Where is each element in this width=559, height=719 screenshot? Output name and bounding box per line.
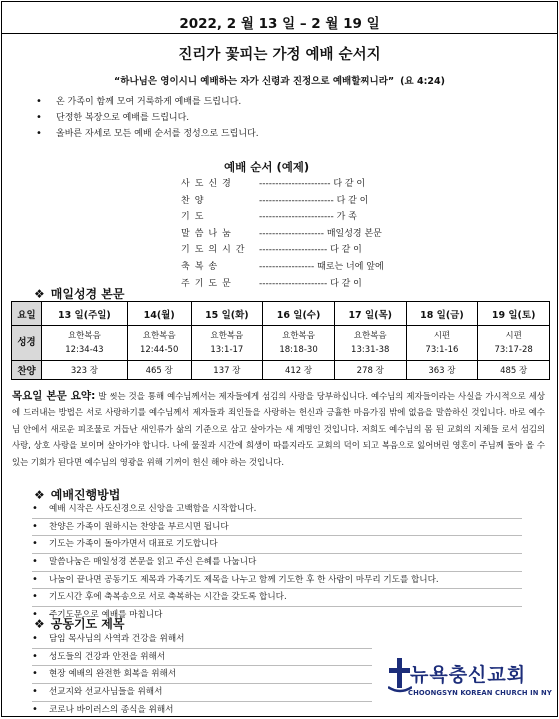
day-header: 17 일(목) [334,302,406,326]
order-item-leader: 가 족 [336,212,357,223]
list-item: • 올바른 자세로 모든 예배 순서를 정성으로 드립니다. [36,126,259,142]
scripture-cell [263,326,335,361]
dash-leader: ----------------------- [259,195,337,206]
day-header: 14(월) [127,302,191,326]
theme-verse [2,73,557,87]
list-item: • 담임 목사님의 사역과 건강을 위해서 [32,631,372,649]
worship-order-row [181,276,384,293]
list-item: • 예배 시작은 사도신경으로 신앙을 고백함을 시작합니다. [32,501,522,519]
order-item-label: 말씀나눔 [181,228,236,239]
order-item-label: 기도의시간 [181,245,250,256]
header-divider [2,33,557,34]
verse-range: 12:34-43 [65,345,104,355]
list-item: • 기도시간 후에 축복송으로 서로 축복하는 시간을 갖도록 합니다. [32,589,522,607]
scripture-cell [127,326,191,361]
worship-order-list [181,176,384,292]
list-item: • 선교지와 선교사님들을 위해서 [32,684,372,702]
table-row [12,361,550,380]
worship-order-row [181,259,384,276]
worship-order-row [181,209,384,226]
church-logo [388,657,552,707]
book-name: 요한복음 [282,331,315,341]
list-item: • 현장 예배의 완전한 회복을 위해서 [32,666,372,684]
verse-range: 18:18-30 [279,345,318,355]
list-item: • 성도들의 건강과 안전을 위해서 [32,649,372,667]
row-label-scripture: 성경 [12,326,42,361]
list-item: • 나눔이 끝나면 공동기도 제목과 가족기도 제목을 나누고 함께 기도한 후 한 사람이 마무리 기도를 합니다. [32,572,522,590]
worship-order-row [181,242,384,259]
worship-method-list [32,501,522,625]
dash-leader: ----------------- [259,261,318,272]
verse-reference: (요 4:24) [400,76,445,87]
day-header: 19 일(토) [478,302,550,326]
dash-leader: ----------------------- [259,212,337,223]
book-name: 요한복음 [67,331,101,341]
list-item: • 주기도문으로 예배를 마칩니다 [32,607,522,625]
order-item-leader: 다 같 이 [333,179,366,189]
prayer-heading [34,615,125,632]
worship-bulletin-page [1,1,558,717]
verse-text: “하나님은 영이시니 예배하는 자가 신령과 진정으로 예배할찌니라” [114,76,395,87]
table-row [12,326,550,361]
thursday-summary [12,388,545,470]
book-name: 요한복음 [210,331,244,341]
dash-leader: --------------------- [259,245,331,256]
order-item-label: 축복송 [181,261,223,272]
dash-leader: --------------------- [259,278,331,289]
order-item-label: 주기도문 [181,278,236,289]
order-item-leader: 매일성경 본문 [326,228,382,239]
list-item: • 단정한 복장으로 예배를 드립니다. [36,110,259,126]
order-item-leader: 다 같 이 [330,245,362,256]
hymn-cell: 137 장 [191,361,263,380]
day-header: 18 일(금) [406,302,478,326]
worship-order-title: 예배 순서 (예제) [224,160,310,174]
worship-order-row [181,193,384,210]
row-label-day: 요일 [12,302,42,326]
summary-label: 목요일 본문 요약: [12,390,96,402]
hymn-cell: 465 장 [127,361,191,380]
diamond-bullet-icon: ❖ [34,488,45,502]
day-header: 16 일(수) [263,302,335,326]
row-label-hymn: 찬양 [12,361,42,380]
day-header: 15 일(화) [191,302,263,326]
prayer-list [32,631,372,719]
hymn-cell: 363 장 [406,361,478,380]
diamond-bullet-icon: ❖ [34,287,45,301]
day-header: 13 일(주일) [42,302,128,326]
verse-range: 13:31-38 [351,345,390,355]
dash-leader: -------------------- [259,228,327,239]
page-title: 진리가 꽃피는 가정 예배 순서지 [178,47,381,63]
logo-name: 뉴욕충신교회 [410,664,527,686]
hymn-cell: 485 장 [478,361,550,380]
scripture-cell [191,326,263,361]
verse-range: 13:1-17 [210,345,244,355]
order-item-leader: 때로는 너에 앞에 [317,261,384,272]
list-item: • 기도는 가족이 돌아가면서 대표로 기도합니다 [32,536,522,554]
verse-range: 73:17-28 [494,345,533,355]
table-row [12,302,550,326]
list-item: • 온 가족이 함께 모여 거룩하게 예배를 드립니다. [36,94,259,110]
scripture-cell [42,326,128,361]
verse-range: 73:1-16 [425,345,459,355]
daily-bible-heading-text: 매일성경 본문 [50,287,125,301]
list-item: • 코로나 바이러스의 종식을 위해서 [32,702,372,719]
dash-leader: ---------------------- [259,179,334,189]
summary-text: 발 씻는 것을 통해 예수님께서는 제자들에게 섬김의 사랑을 당부하십니다. 예수님의 제자들이라는 사실을 가시적으로 세상에 드러내는 방법은 서로 사랑하기를 예수님께서 제자들과 죄인들을 사랑하는 헌신과 긍휼한 마음가짐 밖에 없음을 말씀하신 것입니다. 바로 예수님 안에서 새로운 피조물로 거듭난 새인류가 삶의 기준으로 삼고 살아가는 새 계명인 것입니다. 저희도 예수님의 몸 된 교회의 지체들 로서 섬김의 사랑, 상호 사랑을 보이며 살아가야 합니다. 나에 물질과 시간에 희생이 따를지라도 교회의 덕이 되고 복음으로 잃어버린 영혼이 주님께 돌아 올 수 있는 기회가 된다면 예수님의 영광을 위해 기꺼이 헌신 해야 하는 것입니다. [12,391,545,467]
book-name: 시편 [505,331,522,341]
scripture-cell [334,326,406,361]
verse-range: 12:44-50 [139,345,179,355]
daily-bible-table [11,301,550,380]
order-item-leader: 다 같 이 [336,195,369,206]
book-name: 시편 [433,331,451,341]
book-name: 요한복음 [142,331,176,341]
book-name: 요한복음 [353,331,387,341]
hymn-cell: 412 장 [263,361,335,380]
worship-method-heading-text: 예배진행방법 [50,488,121,502]
list-item: • 말씀나눔은 매일성경 본문을 읽고 주신 은혜를 나눕니다 [32,554,522,572]
worship-order-row [181,176,384,193]
order-item-leader: 다 같 이 [330,278,362,289]
order-item-label: 찬양 [181,195,209,206]
diamond-bullet-icon: ❖ [34,617,45,631]
scripture-cell [406,326,478,361]
daily-bible-heading [34,285,125,302]
order-item-label: 기도 [181,212,209,223]
list-item: • 찬양은 가족이 원하시는 찬양을 부르시면 됩니다 [32,519,522,537]
worship-order-row [181,226,384,243]
hymn-cell: 323 장 [42,361,128,380]
date-range: 2022, 2 월 13 일 – 2 월 19 일 [179,16,380,32]
logo-subtitle: CHOONGSYN KOREAN CHURCH IN NY [408,689,552,697]
order-item-label: 사도신경 [181,179,236,189]
scripture-cell [478,326,550,361]
intro-bullet-list [36,94,259,142]
prayer-heading-text: 공동기도 제목 [50,617,125,631]
hymn-cell: 278 장 [334,361,406,380]
